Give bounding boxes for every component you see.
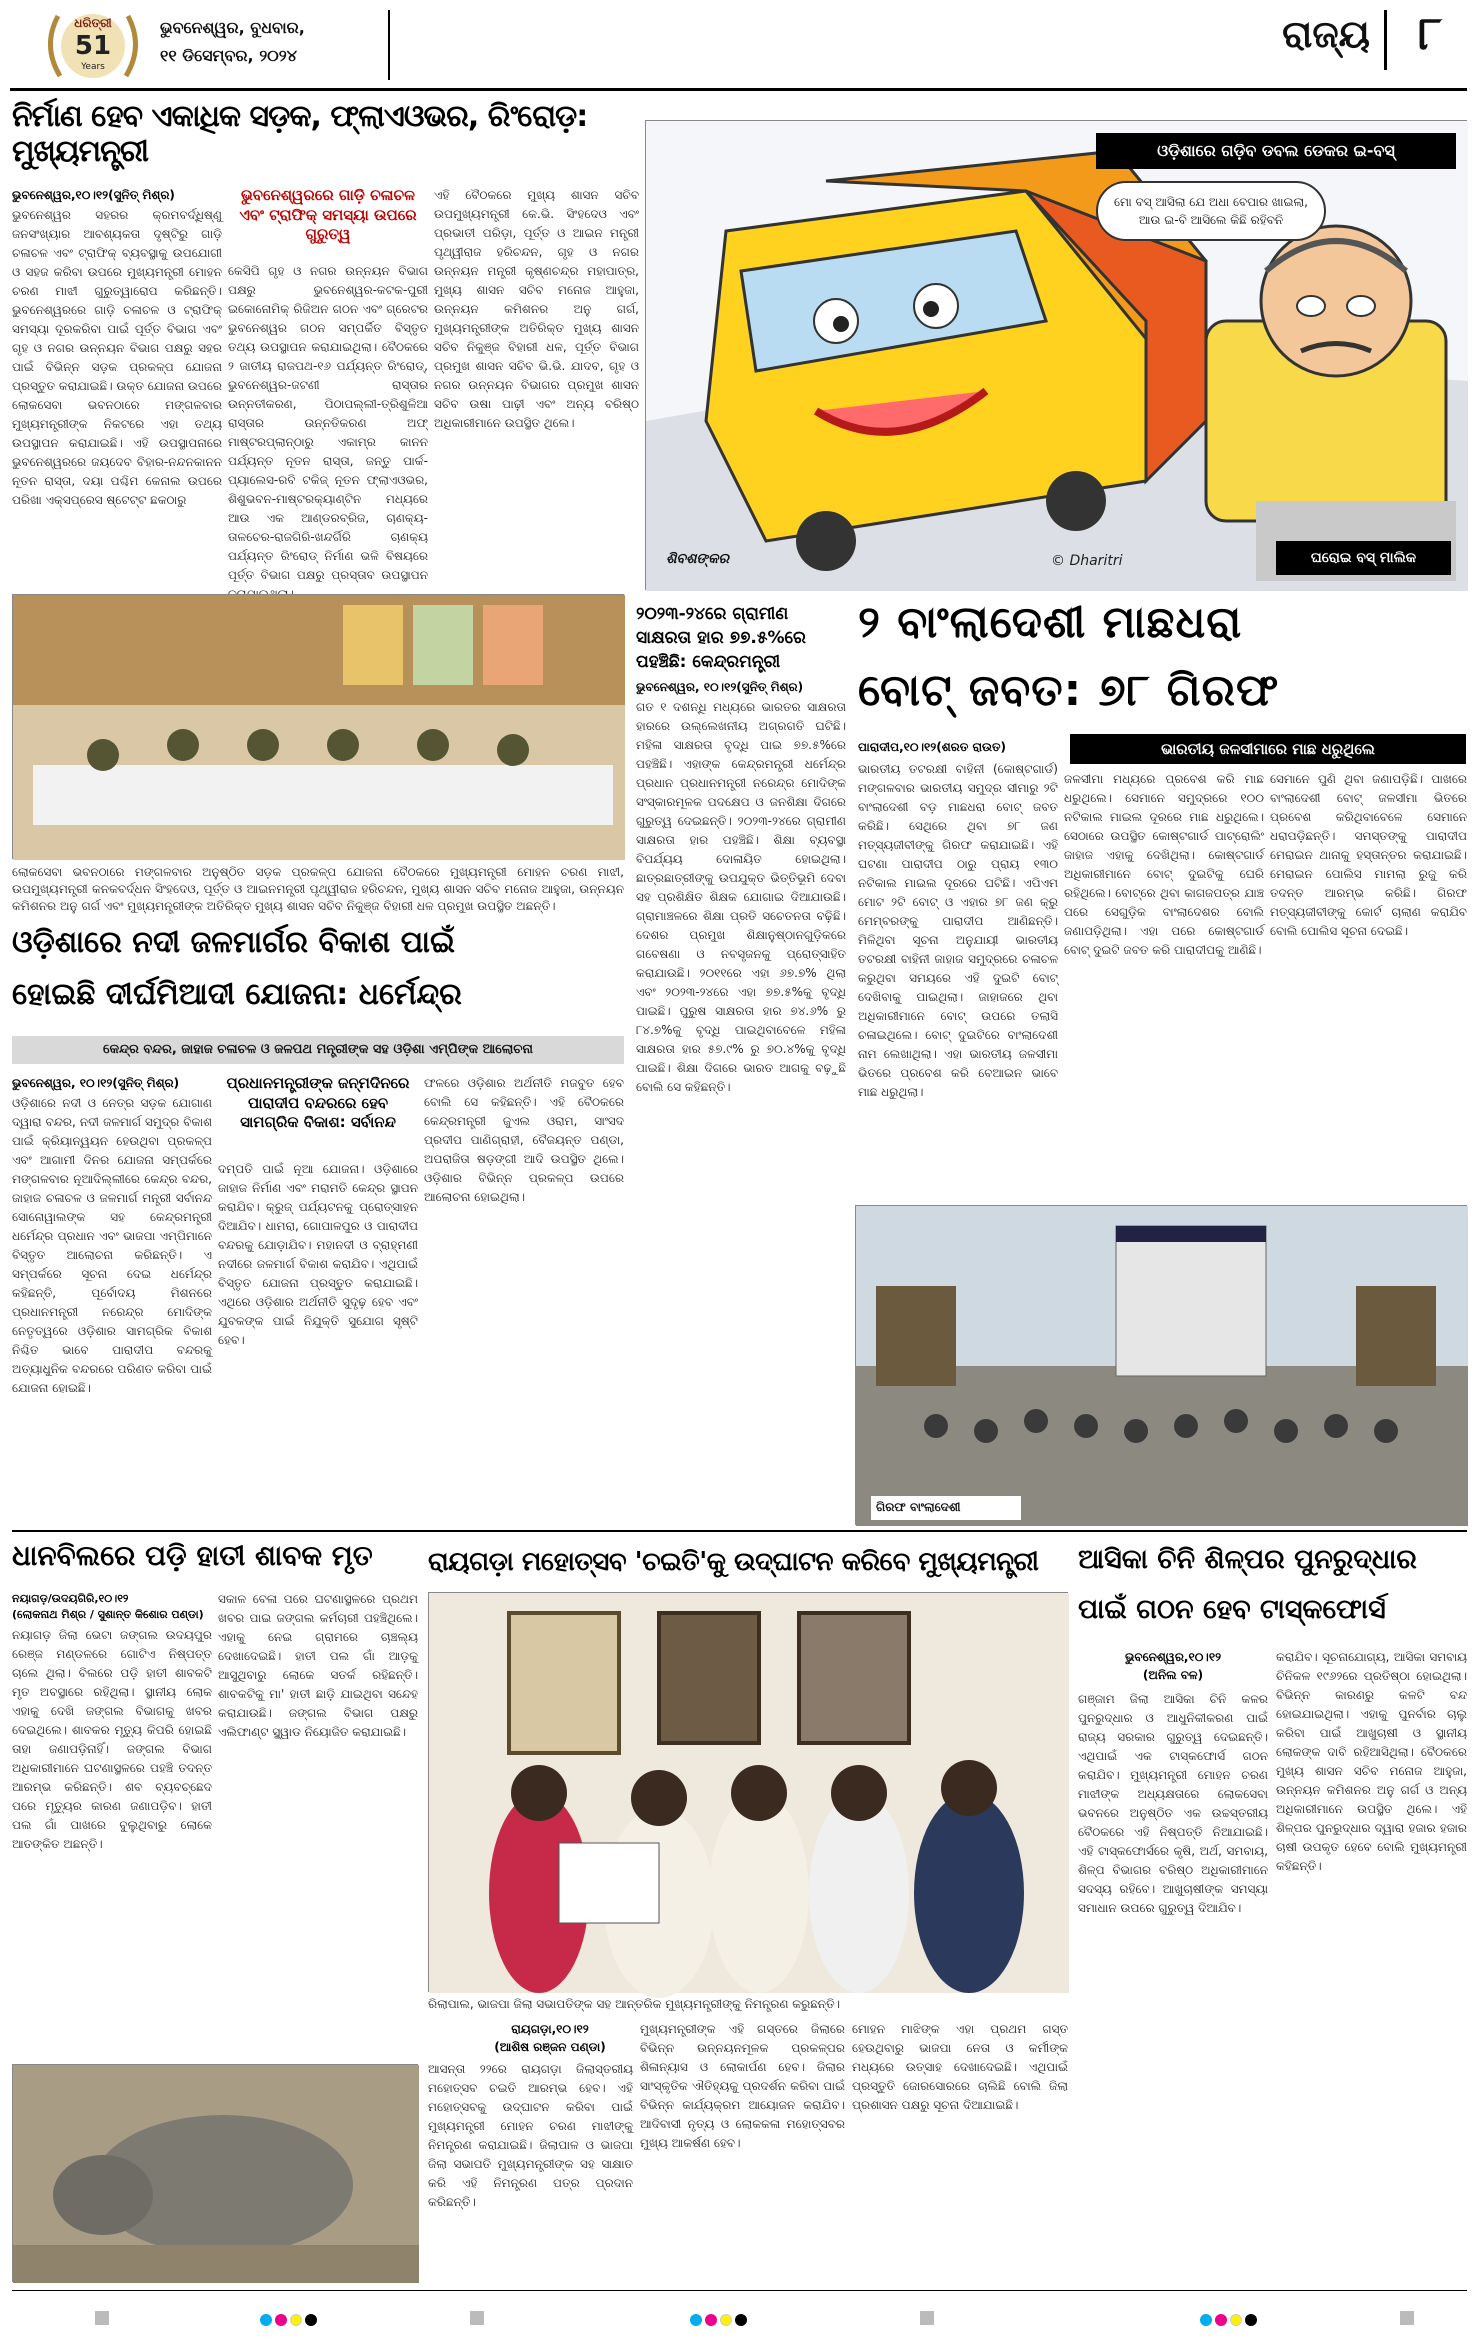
masthead-rule bbox=[10, 88, 1467, 91]
elephant-photo bbox=[12, 2064, 418, 2282]
elephant-headline: ଧାନବିଲରେ ପଡ଼ି ହାତୀ ଶାବକ ମୃତ bbox=[12, 1539, 373, 1572]
yellow-dot bbox=[1230, 2314, 1242, 2326]
rayagada-photo bbox=[428, 1592, 1068, 1992]
color-dots-2 bbox=[690, 2311, 750, 2330]
cartoon-title: ଓଡ଼ିଶାରେ ଗଡ଼ିବ ଡବଲ ଡେକର ଇ-ବସ୍ bbox=[1096, 133, 1456, 169]
elephant-byline-2: (ଲୋକନାଥ ମିଶ୍ର / ସୁଶାନ୍ତ କିଶୋର ପଣ୍ଡା) bbox=[12, 1608, 204, 1621]
dateline bbox=[160, 14, 390, 70]
aska-headline-1: ଆସିକା ଚିନି ଶିଳ୍ପର ପୁନରୁଦ୍ଧାର bbox=[1078, 1544, 1417, 1575]
waterway-col3: ଫଳରେ ଓଡ଼ିଶାର ଅର୍ଥନୀତି ମଜବୁତ ହେବ ବୋଲି ସେ କହିଛନ୍ତି। ଏହି ବୈଠକରେ କେନ୍ଦ୍ରମନ୍ତ୍ରୀ ଜୁଏଲ ଓରାମ, ସାଂସଦ ପ୍ରଦୀପ ପାଣିଗ୍ରାହୀ, ବୈଜୟନ୍ତ ପଣ୍ଡା, ଅପରାଜିତା ଷଡ଼ଙ୍ଗୀ ଆଦି ଉପସ୍ଥିତ ଥିଲେ। ଓଡ଼ିଶାର ବିଭିନ୍ନ ପ୍ରକଳ୍ପ ଉପରେ ଆଲୋଚନା ହୋଇଥିଲା। bbox=[424, 1076, 624, 1204]
story1-pullquote: ଭୁବନେଶ୍ୱରରେ ଗାଡ଼ି ଚଳାଚଳ ଏବଂ ଟ୍ରାଫିକ୍ ସମସ୍ୟା ଉପରେ ଗୁରୁତ୍ୱ bbox=[239, 186, 417, 243]
aska-col2: କରାଯିବ। ସୂଚନାଯୋଗ୍ୟ, ଆସିକା ସମବାୟ ଚିନିକଳ ୧୯୬୨ରେ ପ୍ରତିଷ୍ଠା ହୋଇଥିଲା। ବିଭିନ୍ନ କାରଣରୁ କଳଟି ବନ୍ଦ ହୋଇଯାଇଥିଲା। ଏହାକୁ ପୁନର୍ବାର ଚାଲୁ କରିବା ପାଇଁ ଆଖୁଚାଷୀ ଓ ସ୍ଥାନୀୟ ଲୋକଙ୍କ ଦାବି ରହିଆସିଥିଲା। ବୈଠକରେ ମୁଖ୍ୟ ଶାସନ ସଚିବ ମନୋଜ ଆହୁଜା, ଉନ୍ନୟନ କମିଶନର ଅନୁ ଗର୍ଗ ଓ ଅନ୍ୟ ଅଧିକାରୀମାନେ ଉପସ୍ଥିତ ଥିଲେ। ଏହି ଶିଳ୍ପର ପୁନରୁଦ୍ଧାର ଦ୍ୱାରା ହଜାର ହଜାର ଚାଷୀ ଉପକୃତ ହେବେ ବୋଲି ମୁଖ୍ୟମନ୍ତ୍ରୀ କହିଛନ୍ତି। bbox=[1276, 1650, 1467, 1873]
section-name: ରାଜ୍ୟ bbox=[1282, 12, 1370, 56]
meeting-photo-caption: ଲୋକସେବା ଭବନଠାରେ ମଙ୍ଗଳବାର ଅନୁଷ୍ଠିତ ସଡ଼କ ପ୍ରକଳ୍ପ ଯୋଜନା ବୈଠକରେ ମୁଖ୍ୟମନ୍ତ୍ରୀ ମୋହନ ଚରଣ ମାଝୀ, ଉପମୁଖ୍ୟମନ୍ତ୍ରୀ କନକବର୍ଦ୍ଧନ ସିଂହଦେଓ, ପୂର୍ତ୍ତ ଓ ଆଇନମନ୍ତ୍ରୀ ପୃଥ୍ୱୀରାଜ ହରିଚନ୍ଦନ, ମୁଖ୍ୟ ଶାସନ ସଚିବ ମନୋଜ ଆହୁଜା, ଉନ୍ନୟନ କମିଶନର ଅନୁ ଗର୍ଗ ଏବଂ ମୁଖ୍ୟମନ୍ତ୍ରୀଙ୍କ ଅତିରିକ୍ତ ମୁଖ୍ୟ ଶାସନ ସଚିବ ନିକୁଞ୍ଜ ବିହାରୀ ଧଳ ପ୍ରମୁଖ ଉପସ୍ଥିତ ଅଛନ୍ତି। bbox=[12, 865, 624, 913]
rayagada-photo-caption: ରିଲାପାଲ, ଭାଜପା ଜିଲା ସଭାପତିଙ୍କ ସହ ଆନ୍ତରିକ ମୁଖ୍ୟମନ୍ତ୍ରୀଙ୍କୁ ନିମନ୍ତ୍ରଣ କରୁଛନ୍ତି। bbox=[428, 1997, 841, 2011]
registration-block bbox=[95, 2311, 109, 2325]
section-divider bbox=[1384, 10, 1387, 70]
registration-block bbox=[470, 2311, 484, 2325]
cyan-dot bbox=[1200, 2314, 1212, 2326]
registration-block bbox=[920, 2311, 934, 2325]
cartoon-credit: © Dharitri bbox=[1051, 553, 1123, 569]
cyan-dot bbox=[260, 2314, 272, 2326]
story1-col3: ଏହି ବୈଠକରେ ମୁଖ୍ୟ ଶାସନ ସଚିବ ଉପମୁଖ୍ୟମନ୍ତ୍ରୀ କେ.ଭି. ସିଂହଦେଓ ଏବଂ ପ୍ରଭାତୀ ପରିଡ଼ା, ପୂର୍ତ୍ତ ଓ ଆଇନ ମନ୍ତ୍ରୀ ପୃଥ୍ୱୀରାଜ ହରିଚନ୍ଦନ, ଗୃହ ଓ ନଗର ଉନ୍ନୟନ ମନ୍ତ୍ରୀ କୃଷ୍ଣଚନ୍ଦ୍ର ମହାପାତ୍ର, ମୁଖ୍ୟ ଶାସନ ସଚିବ ମନୋଜ ଆହୁଜା, ଉନ୍ନୟନ କମିଶନର ଅନୁ ଗର୍ଗ, ମୁଖ୍ୟମନ୍ତ୍ରୀଙ୍କ ଅତିରିକ୍ତ ମୁଖ୍ୟ ଶାସନ ସଚିବ ନିକୁଞ୍ଜ ବିହାରୀ ଧଳ, ପୂର୍ତ୍ତ ବିଭାଗ ପ୍ରମୁଖ ଶାସନ ସଚିବ ଭି.ଭି. ଯାଦବ, ଗୃହ ଓ ନଗର ଉନ୍ନୟନ ବିଭାଗର ପ୍ରମୁଖ ଶାସନ ସଚିବ ଉଷା ପାଢ଼ୀ ଏବଂ ଅନ୍ୟ ବରିଷ୍ଠ ଅଧିକାରୀମାନେ ଉପସ୍ଥିତ ଥିଲେ। bbox=[434, 188, 639, 430]
footer-registration-marks bbox=[0, 2305, 1477, 2335]
rayagada-byline-1: ରାୟଗଡ଼ା,୧୦।୧୨ bbox=[511, 2022, 589, 2036]
cyan-dot bbox=[690, 2314, 702, 2326]
newspaper-logo bbox=[38, 6, 148, 84]
literacy-body: ଗତ ୧ ଦଶନ୍ଧି ମଧ୍ୟରେ ଭାରତର ସାକ୍ଷରତା ହାରରେ ଉଲ୍ଲେଖନୀୟ ଅଗ୍ରଗତି ଘଟିଛି। ମହିଳା ସାକ୍ଷରତା ବୃଦ୍ଧି ପାଇ ୭୭.୫%ରେ ପହଞ୍ଚିଛି। ଏହାଙ୍କ କେନ୍ଦ୍ରମନ୍ତ୍ରୀ ଧର୍ମେନ୍ଦ୍ର ପ୍ରଧାନ ପ୍ରଧାନମନ୍ତ୍ରୀ ନରେନ୍ଦ୍ର ମୋଦିଙ୍କ ସଂସ୍କାରମୂଳକ ପଦକ୍ଷେପ ଓ ଜନଶିକ୍ଷା ଦିଗରେ ଗୁରୁତ୍ୱ ଦେଇଛନ୍ତି। ୨୦୨୩-୨୪ରେ ଗ୍ରାମୀଣ ସାକ୍ଷରତା ହାର ପହଞ୍ଚିଛି। ଶିକ୍ଷା ବ୍ୟବସ୍ଥା ବିପର୍ଯ୍ୟୟ ଦୋଳାୟିତ ହୋଇଥିଲା। ଛାତ୍ରଛାତ୍ରୀଙ୍କୁ ଉପଯୁକ୍ତ ଭିତ୍ତିଭୂମି ଦେବା ସହ ପ୍ରଶିକ୍ଷିତ ଶିକ୍ଷକ ଯୋଗାଇ ଦିଆଯାଉଛି। ଗ୍ରାମାଞ୍ଚଳରେ ଶିକ୍ଷା ପ୍ରତି ସଚେତନତା ବଢ଼ିଛି। ଦେଶର ପ୍ରମୁଖ ଶିକ୍ଷାନୁଷ୍ଠାନଗୁଡ଼ିକରେ ଗବେଷଣା ଓ ନବସୃଜନକୁ ପ୍ରୋତ୍ସାହିତ କରାଯାଉଛି। ୨୦୧୧ରେ ଏହା ୬୭.୭% ଥିଲା ଏବଂ ୨୦୨୩-୨୪ରେ ଏହା ୭୭.୫%କୁ ବୃଦ୍ଧି ପାଇଛି। ପୁରୁଷ ସାକ୍ଷରତା ହାର ୭୪.୬% ରୁ ୮୪.୭%କୁ ବୃଦ୍ଧି ପାଇଥିବାବେଳେ ମହିଳା ସାକ୍ଷରତା ହାର ୫୭.୯% ରୁ ୭୦.୪%କୁ ବୃଦ୍ଧି ପାଇଛି। ଶିକ୍ଷା ଦିଗରେ ଭାରତ ଆଗକୁ ବଢ଼ୁଛି ବୋଲି ସେ କହିଛନ୍ତି। bbox=[636, 700, 846, 1094]
dateline-divider bbox=[388, 10, 390, 80]
rayagada-col1: ଆସନ୍ତା ୨୨ରେ ରାୟଗଡ଼ା ଜିଲାସ୍ତରୀୟ ମହୋତ୍ସବ ଚଇତି ଆରମ୍ଭ ହେବ। ଏହି ମହୋତ୍ସବକୁ ଉଦ୍‌ଘାଟନ କରିବା ପାଇଁ ମୁଖ୍ୟମନ୍ତ୍ରୀ ମୋହନ ଚରଣ ମାଝୀଙ୍କୁ ନିମନ୍ତ୍ରଣ କରାଯାଇଛି। ଜିଲାପାଳ ଓ ଭାଜପା ଜିଲା ସଭାପତି ମୁଖ୍ୟମନ୍ତ୍ରୀଙ୍କ ସହ ସାକ୍ଷାତ କରି ଏହି ନିମନ୍ତ୍ରଣ ପତ୍ର ପ୍ରଦାନ କରିଛନ୍ତି। bbox=[428, 2062, 633, 2209]
meeting-image bbox=[13, 595, 625, 860]
fishermen-photo-caption: ଗିରଫ ବାଂଲାଦେଶୀ bbox=[876, 1500, 961, 1514]
elephant-col1: ନୟାଗଡ଼ ଜିଲା ଭେଟା ଜଙ୍ଗଲ ଉଦୟପୁର ରେଞ୍ଜ ମଣ୍ଡଳରେ ଗୋଟିଏ ନିଷ୍ପତ୍ତ ଚାଲେ ଥିଲା। ବିଲରେ ପଡ଼ି ହାତୀ ଶାବକଟି ମୃତ ଅବସ୍ଥାରେ ରହିଥିଲା। ସ୍ଥାନୀୟ ଲୋକ ଏହାକୁ ଦେଖି ଜଙ୍ଗଲ ବିଭାଗକୁ ଖବର ଦେଇଥିଲେ। ଶାବକର ମୃତ୍ୟୁ କିପରି ହୋଇଛି ତାହା ଜଣାପଡ଼ିନାହିଁ। ଜଙ୍ଗଲ ବିଭାଗ ଅଧିକାରୀମାନେ ଘଟଣାସ୍ଥଳରେ ପହଞ୍ଚି ତଦନ୍ତ ଆରମ୍ଭ କରିଛନ୍ତି। ଶବ ବ୍ୟବଚ୍ଛେଦ ପରେ ମୃତ୍ୟୁର କାରଣ ଜଣାପଡ଼ିବ। ହାତୀ ପଲ ଗାଁ ପାଖରେ ବୁଲୁଥିବାରୁ ଲୋକେ ଆତଙ୍କିତ ଅଛନ୍ତି। bbox=[12, 1628, 212, 1851]
elephant-col2: ସକାଳ ବେଳା ପରେ ଘଟଣାସ୍ଥଳରେ ପ୍ରଥମ ଖବର ପାଇ ଜଙ୍ଗଲ କର୍ମଚାରୀ ପହଞ୍ଚିଥିଲେ। ଏହାକୁ ନେଇ ଗ୍ରାମରେ ଚାଞ୍ଚଲ୍ୟ ଦେଖାଦେଇଛି। ହାତୀ ପଲ ଗାଁ ଆଡ଼କୁ ଆସୁଥିବାରୁ ଲୋକେ ସତର୍କ ରହିଛନ୍ତି। ଶାବକଟିକୁ ମା' ହାତୀ ଛାଡ଼ି ଯାଇଥିବା ସନ୍ଦେହ କରାଯାଉଛି। ଜଙ୍ଗଲ ବିଭାଗ ପକ୍ଷରୁ ଏଲିଫାଣ୍ଟ ସ୍କ୍ୱାଡ ନିୟୋଜିତ କରାଯାଇଛି। bbox=[218, 1592, 418, 1739]
cartoon-speech-bubble: ମୋ ବସ୍ ଆସିଲା ଯେ ଅଧା ବେପାର ଖାଇଲା, ଆଉ ଇ-ବି ଆସିଲେ କିଛି ରହିବନି bbox=[1096, 181, 1326, 241]
logo-text: ଧରିତ୍ରୀ bbox=[74, 16, 112, 30]
magenta-dot bbox=[1215, 2314, 1227, 2326]
fishermen-headline-2: ବୋଟ୍ ଜବତ: ୭୮ ଗିରଫ bbox=[858, 665, 1280, 716]
dateline-line-2: ୧୧ ଡିସେମ୍ବର, ୨୦୨୪ bbox=[160, 46, 297, 65]
fishermen-byline: ପାରାଦୀପ,୧୦।୧୨(ଶରତ ରାଉତ) bbox=[858, 740, 1007, 754]
aska-byline-2: (ଅନିଲ ବଳ) bbox=[1142, 1668, 1204, 1682]
waterway-col2: ଦମ୍ପତି ପାଇଁ ନୂଆ ଯୋଜନା। ଓଡ଼ିଶାରେ ଜାହାଜ ନିର୍ମାଣ ଏବଂ ମରାମତି କେନ୍ଦ୍ର ସ୍ଥାପନ କରାଯିବ। କ୍ରୁଜ୍ ପର୍ଯ୍ୟଟନକୁ ପ୍ରୋତ୍ସାହନ ଦିଆଯିବ। ଧାମରା, ଗୋପାଳପୁର ଓ ପାରାଦୀପ ବନ୍ଦରକୁ ଯୋଡ଼ାଯିବ। ମହାନଦୀ ଓ ବ୍ରାହ୍ମଣୀ ନଦୀରେ ଜଳମାର୍ଗ ବିକାଶ କରାଯିବ। ଏଥିପାଇଁ ବିସ୍ତୃତ ଯୋଜନା ପ୍ରସ୍ତୁତ କରାଯାଇଛି। ଏଥିରେ ଓଡ଼ିଶାର ଅର୍ଥନୀତି ସୁଦୃଢ଼ ହେବ ଏବଂ ଯୁବକଙ୍କ ପାଇଁ ନିଯୁକ୍ତି ସୁଯୋଗ ସୃଷ୍ଟି ହେବ। bbox=[218, 1162, 418, 1347]
literacy-byline: ଭୁବନେଶ୍ୱର, ୧୦।୧୨(ସୁନିତ୍ ମିଶ୍ର) bbox=[636, 680, 804, 694]
waterway-byline: ଭୁବନେଶ୍ୱର, ୧୦।୧୨(ସୁନିତ୍ ମିଶ୍ର) bbox=[12, 1076, 180, 1090]
story1-col2: କେସିପି ଗୃହ ଓ ନଗର ଉନ୍ନୟନ ବିଭାଗ ପକ୍ଷରୁ ଭୁବନେଶ୍ୱର-କଟକ-ପୁରୀ ଇକୋନୋମିକ୍ ରିଜିଅନ ଗଠନ ଏବଂ ଗ୍ରେଟର ଭୁବନେଶ୍ୱର ଗଠନ ସମ୍ପର୍କିତ ବିସ୍ତୃତ ତଥ୍ୟ ଉପସ୍ଥାପନ କରାଯାଇଥିଲା। ବୈଠକରେ ୨ ଜାତୀୟ ରାଜପଥ-୧୬ ପର୍ଯ୍ୟନ୍ତ ରିଂରୋଡ୍, ଭୁବନେଶ୍ୱର-ଜଟଣୀ ରାସ୍ତାର ଉନ୍ନତୀକରଣ, ପିଠାପଲ୍ଲୀ-ତ୍ରିଶୁଳିଆ ରାସ୍ତାର ଉନ୍ନତିକରଣ ଅଫ୍ ମାଷ୍ଟରପ୍ଲାନ୍ଠାରୁ ଏକାମ୍ର କାନନ ପର୍ଯ୍ୟନ୍ତ ନୂତନ ରାସ୍ତା, ଜନ୍ତୁ ପାର୍କ-ପ୍ୟାଲେସ-ରବି ଟକିଜ୍ ନୂତନ ଫ୍ଲାଏଓଭର, ଶିଶୁଭବନ-ମାଷ୍ଟରକ୍ୟାଣ୍ଟିନ ମଧ୍ୟରେ ଆଉ ଏକ ଆଣ୍ଡରବ୍ରିଜ, ଚାଣକ୍ୟ-ତାଳଚେର-ରାଜଗିରି-ଖନ୍ଦର୍ଗିରି ଚାଣକ୍ୟ ପର୍ଯ୍ୟନ୍ତ ରିଂରୋଡ୍ ନିର୍ମାଣ ଭଳି ବିଷୟରେ ପୂର୍ତ୍ତ ବିଭାଗ ପକ୍ଷରୁ ପ୍ରସ୍ତାବ ଉପସ୍ଥାପନ bbox=[228, 264, 428, 582]
literacy-headline: ୨୦୨୩-୨୪ରେ ଗ୍ରାମୀଣ ସାକ୍ଷରତା ହାର ୭୭.୫%ରେ ପହଞ୍ଚିଛି: କେନ୍ଦ୍ରମନ୍ତ୍ରୀ bbox=[636, 604, 806, 672]
waterway-col1: ଓଡ଼ିଶାରେ ନଦୀ ଓ ନେତ୍ର ସଡ଼କ ଯୋଗାଣ ଦ୍ୱାରା ବନ୍ଦର, ନଦୀ ଜଳମାର୍ଗ ସମୁଦ୍ର ବିକାଶ ପାଇଁ କ୍ରିୟାନ୍ୱୟନ ହେଉଥିବା ପ୍ରକଳ୍ପ ଏବଂ ଆଗାମୀ ଦିନର ଯୋଜନା ସମ୍ପର୍କରେ ମଙ୍ଗଳବାର ନୂଆଦିଲ୍ଲୀରେ କେନ୍ଦ୍ର ବନ୍ଦର, ଜାହାଜ ଚଳାଚଳ ଓ ଜଳମାର୍ଗ ମନ୍ତ୍ରୀ ସର୍ବାନନ୍ଦ ସୋନୋୱାଲଙ୍କ ସହ କେନ୍ଦ୍ରମନ୍ତ୍ରୀ ଧର୍ମେନ୍ଦ୍ର ପ୍ରଧାନ ଏବଂ ଭାଜପା ଏମ୍ପିମାନେ ବିସ୍ତୃତ ଆଲୋଚନା କରିଛନ୍ତି। ଏ ସମ୍ପର୍କରେ ସୂଚନା ଦେଇ ଧର୍ମେନ୍ଦ୍ର କହିଛନ୍ତି, ପୂର୍ବୋଦୟ ମିଶନରେ ପ୍ରଧାନମନ୍ତ୍ରୀ ନରେନ୍ଦ୍ର ମୋଦିଙ୍କ ନେତୃତ୍ୱରେ ଓଡ଼ିଶାର ସାମଗ୍ରିକ ବିକାଶ ନିଶ୍ଚିତ ଭାବେ ପାରାଦୀପ ବନ୍ଦରକୁ ଅତ୍ୟାଧୁନିକ ବନ୍ଦରରେ ପରିଣତ କରିବା ପାଇଁ ଯୋଜନା ହୋଇଛି। bbox=[12, 1096, 212, 1395]
logo-years: 51 bbox=[74, 31, 112, 61]
fishermen-kicker: ଭାରତୀୟ ଜଳସୀମାରେ ମାଛ ଧରୁଥିଲେ bbox=[1070, 734, 1466, 764]
black-dot bbox=[1245, 2314, 1257, 2326]
aska-headline-2: ପାଇଁ ଗଠନ ହେବ ଟାସ୍କଫୋର୍ସ bbox=[1078, 1594, 1386, 1625]
fishermen-col1: ଭାରତୀୟ ତଟରକ୍ଷୀ ବାହିନୀ (କୋଷ୍ଟଗାର୍ଡ) ମଙ୍ଗଳବାର ଭାରତୀୟ ସମୁଦ୍ର ସୀମାରୁ ୨ଟି ବାଂଲାଦେଶୀ ବଡ଼ ମାଛଧରା ବୋଟ୍ ଜବତ କରିଛି। ସେଥିରେ ଥିବା ୭୮ ଜଣ ମତ୍ସ୍ୟଜୀବୀଙ୍କୁ ଗିରଫ କରାଯାଇଛି। ଏହି ଘଟଣା ପାରାଦୀପ ଠାରୁ ପ୍ରାୟ ୧୩୦ ନଟିକାଲ ମାଇଲ ଦୂରରେ ଘଟିଛି। ଏପିଏମ ମୋଟ ୨ଟି ବୋଟ୍ ଓ ଏହାର ୭୮ ଜଣ କ୍ରୁ ମେମ୍ବରଙ୍କୁ ପାରାଦୀପ ଆଣିଛନ୍ତି। ମିଳିଥିବା ସୂଚନା ଅନୁଯାୟୀ ଭାରତୀୟ ତଟରକ୍ଷୀ ବାହିନୀ ଜାହାଜ ସମୁଦ୍ରରେ ଚଳାଚଳ କରୁଥିବା ସମୟରେ ଏହି ଦୁଇଟି ବୋଟ୍ ଦେଖିବାକୁ ପାଇଥିଲା। ଜାହାଜରେ ଥିବା ଅଧିକାରୀମାନେ ବୋଟ୍ ଉପରେ ତଲାସି ଚଳାଇଥିଲେ। ବୋଟ୍ ଦୁଇଟିରେ ବାଂଲାଦେଶୀ ନାମ ଲେଖାଥିଲା। ଏହା ଭାରତୀୟ ଜଳସୀମା ଭିତରେ ପ୍ରବେଶ କରି ବେଆଇନ ଭାବେ ମାଛ ଧରୁଥିଲା। bbox=[858, 762, 1058, 1099]
cartoon bbox=[645, 120, 1467, 590]
waterway-kicker: କେନ୍ଦ୍ର ବନ୍ଦର, ଜାହାଜ ଚଳାଚଳ ଓ ଜଳପଥ ମନ୍ତ୍ରୀଙ୍କ ସହ ଓଡ଼ିଶା ଏମ୍ପିଙ୍କ ଆଲୋଚନା bbox=[12, 1036, 624, 1064]
black-dot bbox=[735, 2314, 747, 2326]
fishermen-col3: ସେମାନେ ପୁଣି ଥିବା ଜଣାପଡ଼ିଛି। ପାଖରେ ବାଂଲାଦେଶୀ ବୋଟ୍ ଜଳସୀମା ଭିତରେ ପ୍ରବେଶ କରିଥିବାବେଳେ ସେମାନେ ଧରାପଡ଼ିଛନ୍ତି। ସମସ୍ତଙ୍କୁ ପାରାଦୀପ ମେରାଇନ ଥାନାକୁ ହସ୍ତାନ୍ତର କରାଯାଇଛି। ମେରାଇନ ପୋଲିସ ମାମଲା ରୁଜୁ କରି ତଦନ୍ତ ଆରମ୍ଭ କରିଛି। ଗିରଫ ମତ୍ସ୍ୟଜୀବୀଙ୍କୁ କୋର୍ଟ ଚାଲାଣ କରାଯିବ ବୋଲି ପୋଲିସ ସୂଚନା ଦେଇଛି। bbox=[1270, 772, 1467, 938]
story1-headline: ନିର୍ମାଣ ହେବ ଏକାଧିକ ସଡ଼କ, ଫ୍ଲାଏଓଭର, ରିଂରୋଡ଼: ମୁଖ୍ୟମନ୍ତ୍ରୀ bbox=[12, 99, 588, 169]
waterway-headline-1: ଓଡ଼ିଶାରେ ନଦୀ ଜଳମାର୍ଗର ବିକାଶ ପାଇଁ bbox=[12, 925, 455, 960]
aska-byline-1: ଭୁବନେଶ୍ୱର,୧୦।୧୨ bbox=[1124, 1650, 1222, 1664]
cartoon-bus-icon bbox=[646, 121, 1468, 591]
magenta-dot bbox=[275, 2314, 287, 2326]
fishermen-image bbox=[856, 1206, 1468, 1526]
color-dots-1 bbox=[260, 2311, 320, 2330]
meeting-photo bbox=[12, 594, 624, 859]
masthead bbox=[0, 0, 1477, 90]
story1-byline: ଭୁବନେଶ୍ୱର,୧୦।୧୨(ସୁନିତ୍ ମିଶ୍ର) bbox=[12, 188, 175, 202]
registration-block bbox=[1400, 2311, 1414, 2325]
aska-col1: ଗଞ୍ଜାମ ଜିଲା ଆସିକା ଚିନି କଳର ପୁନରୁଦ୍ଧାର ଓ ଆଧୁନିକୀକରଣ ପାଇଁ ରାଜ୍ୟ ସରକାର ଗୁରୁତ୍ୱ ଦେଇଛନ୍ତି। ଏଥିପାଇଁ ଏକ ଟାସ୍କଫୋର୍ସ ଗଠନ କରାଯିବ। ମୁଖ୍ୟମନ୍ତ୍ରୀ ମୋହନ ଚରଣ ମାଝୀଙ୍କ ଅଧ୍ୟକ୍ଷତାରେ ଲୋକସେବା ଭବନରେ ଅନୁଷ୍ଠିତ ଏକ ଉଚ୍ଚସ୍ତରୀୟ ବୈଠକରେ ଏହି ନିଷ୍ପତ୍ତି ନିଆଯାଇଛି। ଏହି ଟାସ୍କଫୋର୍ସରେ କୃଷି, ଅର୍ଥ, ସମବାୟ, ଶିଳ୍ପ ବିଭାଗର ବରିଷ୍ଠ ଅଧିକାରୀମାନେ ସଦସ୍ୟ ରହିବେ। ଆଖୁଚାଷୀଙ୍କ ସମସ୍ୟା ସମାଧାନ ଉପରେ ଗୁରୁତ୍ୱ ଦିଆଯିବ। bbox=[1078, 1692, 1268, 1915]
black-dot bbox=[305, 2314, 317, 2326]
cartoon-caption: ଘରୋଇ ବସ୍ ମାଲିକ bbox=[1276, 541, 1451, 575]
logo-years-sub: Years bbox=[81, 62, 105, 72]
magenta-dot bbox=[705, 2314, 717, 2326]
fishermen-photo bbox=[855, 1205, 1467, 1525]
waterway-pullquote: ପ୍ରଧାନମନ୍ତ୍ରୀଙ୍କ ଜନ୍ମଦିନରେ ପାରାଦୀପ ବନ୍ଦରରେ ହେବ ସାମଗ୍ରିକ ବିକାଶ: ସର୍ବାନନ୍ଦ bbox=[226, 1074, 410, 1131]
footer-rule bbox=[12, 2290, 1467, 2291]
page-number: ୮ bbox=[1417, 6, 1442, 60]
dateline-line-1: ଭୁବନେଶ୍ୱର, ବୁଧବାର, bbox=[160, 18, 305, 37]
rayagada-image bbox=[429, 1593, 1069, 1993]
elephant-byline-1: ନୟାଗଡ଼/ଉଦୟଗିରି,୧୦।୧୨ bbox=[12, 1592, 129, 1605]
fishermen-headline-1: ୨ ବାଂଲାଦେଶୀ ମାଛଧରା bbox=[858, 597, 1243, 648]
middle-section-rule bbox=[12, 1530, 1467, 1532]
rayagada-headline: ରାୟଗଡ଼ା ମହୋତ୍ସବ 'ଚଇତି'କୁ ଉଦ୍‌ଘାଟନ କରିବେ ମୁଖ୍ୟମନ୍ତ୍ରୀ bbox=[428, 1547, 1039, 1577]
rayagada-col2: ମୁଖ୍ୟମନ୍ତ୍ରୀଙ୍କ ଏହି ଗସ୍ତରେ ଜିଲାରେ ବିଭିନ୍ନ ଉନ୍ନୟନମୂଳକ ପ୍ରକଳ୍ପର ଶିଳାନ୍ୟାସ ଓ ଲୋକାର୍ପଣ ହେବ। ଜିଲାର ସାଂସ୍କୃତିକ ଐତିହ୍ୟକୁ ପ୍ରଦର୍ଶନ କରିବା ପାଇଁ ବିଭିନ୍ନ କାର୍ଯ୍ୟକ୍ରମ ଆୟୋଜନ କରାଯିବ। ଆଦିବାସୀ ନୃତ୍ୟ ଓ ଲୋକକଳା ମହୋତ୍ସବର ମୁଖ୍ୟ ଆକର୍ଷଣ ହେବ। bbox=[640, 2022, 845, 2150]
story1-col1: ଭୁବନେଶ୍ୱର ସହରର କ୍ରମବର୍ଦ୍ଧିଷ୍ଣୁ ଜନସଂଖ୍ୟାର ଆବଶ୍ୟକତା ଦୃଷ୍ଟିରୁ ଗାଡ଼ି ଚଳାଚଳ ଏବଂ ଟ୍ରାଫିକ୍ ବ୍ୟବସ୍ଥାକୁ ଉପଯୋଗୀ ଓ ସହଜ କରିବା ଉପରେ ମୁଖ୍ୟମନ୍ତ୍ରୀ ମୋହନ ଚରଣ ମାଝୀ ଗୁରୁତ୍ୱାରୋପ କରିଛନ୍ତି। ଭୁବନେଶ୍ୱରରେ ଗାଡ଼ି ଚଳାଚଳ ଓ ଟ୍ରାଫିକ୍ ସମସ୍ୟା ଦୂରକରିବା ପାଇଁ ପୂର୍ତ୍ତ ବିଭାଗ ଏବଂ ଗୃହ ଓ ନଗର ଉନ୍ନୟନ ବିଭାଗ ପକ୍ଷରୁ ସହର ପାଇଁ ବିଭିନ୍ନ ସଡ଼କ ପ୍ରକଳ୍ପ ଯୋଜନା ପ୍ରସ୍ତୁତ କରାଯାଇଛି। ଉକ୍ତ ଯୋଜନା ଉପରେ ଲୋକସେବା ଭବନଠାରେ ମଙ୍ଗଳବାର ମୁଖ୍ୟମନ୍ତ୍ରୀଙ୍କ ନିକଟରେ ଏହା ତଥ୍ୟ ଉପସ୍ଥାପନ କରାଯାଇଛି। ଏହି ଉପସ୍ଥାପନାରେ ଭୁବନେଶ୍ୱରରେ ଜୟଦେବ ବିହାର-ନନ୍ଦନକାନନ ନୂତନ ରାସ୍ତା, ଦୟା ପଶ୍ଚିମ କେନାଲ ଉପରେ ପରିଖା ଏକ୍ସପ୍ରେସ ଷ୍ଟେଟ୍ଟ ଛକଠାରୁ bbox=[12, 208, 222, 507]
fishermen-col2: ଜଳସୀମା ମଧ୍ୟରେ ପ୍ରବେଶ କରି ମାଛ ଧରୁଥିଲେ। ସେମାନେ ସମୁଦ୍ରରେ ୧୦୦ ନଟିକାଲ ମାଇଲ ଦୂରରେ ମାଛ ଧରୁଥିଲେ। ସେଠାରେ ଉପସ୍ଥିତ କୋଷ୍ଟଗାର୍ଡ ପାଟ୍ରୋଲିଂ ଜାହାଜ ଏହାକୁ ଦେଖିଥିଲା। କୋଷ୍ଟଗାର୍ଡ ଅଧିକାରୀମାନେ ବୋଟ୍ ଦୁଇଟିକୁ ଘେରି ରହିଥିଲେ। ବୋଟ୍‌ରେ ଥିବା କାଗଜପତ୍ର ଯାଞ୍ଚ ପରେ ସେଗୁଡ଼ିକ ବାଂଲାଦେଶର ବୋଲି ଜଣାପଡ଼ିଥିଲା। ଏହା ପରେ କୋଷ୍ଟଗାର୍ଡ ବୋଟ୍ ଦୁଇଟି ଜବତ କରି ପାରାଦୀପକୁ ଆଣିଛି। bbox=[1064, 772, 1264, 957]
cartoon-signature: ଶିବଶଙ୍କର bbox=[666, 551, 729, 567]
rayagada-col3: ମୋହନ ମାଝିଙ୍କ ଏହା ପ୍ରଥମ ଗସ୍ତ ହେଉଥିବାରୁ ଭାଜପା ନେତା ଓ କର୍ମୀଙ୍କ ମଧ୍ୟରେ ଉତ୍ସାହ ଦେଖାଦେଇଛି। ଏଥିପାଇଁ ପ୍ରସ୍ତୁତି ଜୋରସୋରରେ ଚାଲିଛି ବୋଲି ଜିଲା ପ୍ରଶାସନ ପକ୍ଷରୁ ସୂଚନା ଦିଆଯାଇଛି। bbox=[852, 2022, 1068, 2112]
yellow-dot bbox=[720, 2314, 732, 2326]
waterway-headline-2: ହୋଇଛି ଦୀର୍ଘମିଆଦୀ ଯୋଜନା: ଧର୍ମେନ୍ଦ୍ର bbox=[12, 977, 462, 1012]
elephant-image bbox=[13, 2065, 419, 2283]
yellow-dot bbox=[290, 2314, 302, 2326]
color-dots-3 bbox=[1200, 2311, 1260, 2330]
rayagada-byline-2: (ଆଶିଷ ରଞ୍ଜନ ପଣ୍ଡା) bbox=[494, 2040, 606, 2054]
